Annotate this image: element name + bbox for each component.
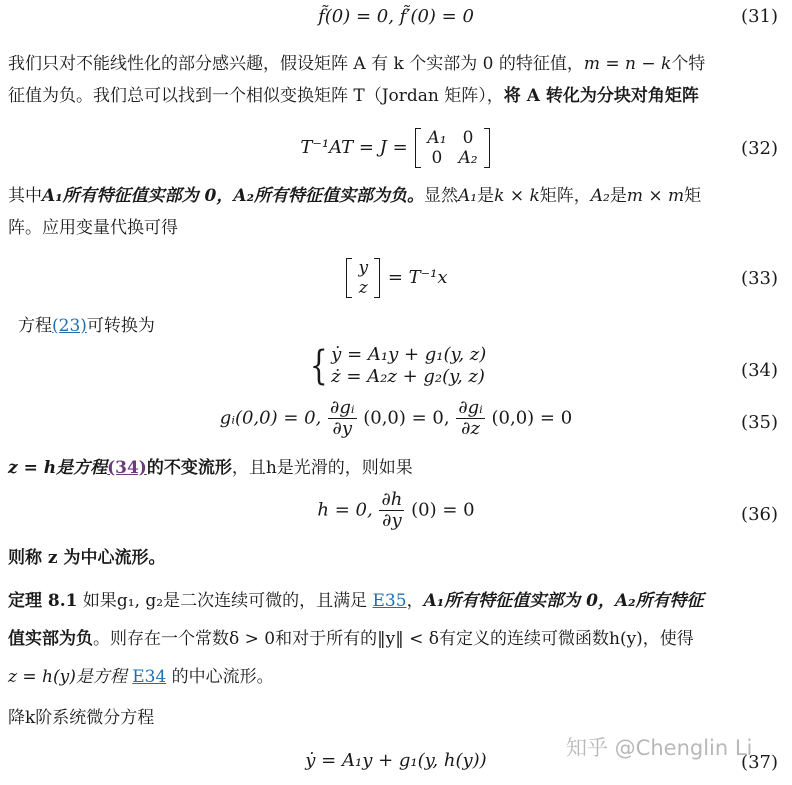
left-brace: {	[309, 343, 328, 389]
vector-z: z	[358, 278, 368, 298]
paragraph-invariant-manifold	[8, 452, 778, 484]
ref-e35-link[interactable]: E35	[372, 591, 407, 611]
p2-start: 其中	[8, 186, 42, 206]
p4-bold-start: z = h是方程	[8, 458, 108, 478]
fraction-dgi-dy	[328, 398, 356, 439]
p2-mat-b: 矩	[684, 186, 702, 206]
paragraph-eigen-intro	[8, 48, 778, 112]
frac2-den: ∂z	[461, 418, 480, 439]
equation-36-part2: (0) = 0	[411, 499, 475, 521]
fraction-dgi-dz	[456, 398, 484, 439]
paragraph-reduced-order	[8, 702, 778, 734]
p2-mm: m × m	[626, 186, 685, 206]
equation-33	[0, 258, 792, 298]
frac1-den: ∂y	[332, 418, 353, 439]
equation-34-line2: ż = A₂z + g₂(y, z)	[331, 366, 485, 387]
vector-yz	[346, 258, 380, 298]
p4-rest: ，且h是光滑的，则如果	[231, 458, 413, 478]
p1-line2: 征值为负。我们总可以找到一个相似变换矩阵 T（Jordan 矩阵），	[8, 86, 504, 106]
equation-32-number: (32)	[741, 138, 778, 159]
equation-37-number: (37)	[741, 752, 778, 773]
theorem-l1a: 如果g₁, g₂是二次连续可微的，且满足	[77, 591, 373, 611]
p2-line2: 阵。应用变量代换可得	[8, 218, 178, 238]
equation-34-system	[306, 344, 487, 388]
theorem-bold2: 值实部为负	[8, 629, 93, 649]
equation-35-number: (35)	[741, 412, 778, 433]
fraction-dh-dy	[379, 490, 404, 531]
zhihu-watermark: 知乎 @Chenglin Li	[566, 736, 753, 760]
equation-34-line1: ẏ = A₁y + g₁(y, z)	[331, 344, 487, 365]
ref-e34-link[interactable]: E34	[132, 667, 167, 687]
equation-32	[0, 128, 792, 168]
theorem-l3a: z = h(y)是方程	[8, 667, 133, 687]
frac2-num: ∂gᵢ	[458, 397, 483, 418]
p2-is2: 是	[609, 186, 627, 206]
theorem-l1b: ，	[406, 591, 424, 611]
vector-y: y	[358, 258, 369, 278]
p5-bold: 则称 z 为中心流形。	[8, 548, 166, 568]
paragraph-block-properties	[8, 180, 778, 244]
p2-bold1: A₁所有特征值实部为 0，A₂所有特征值实部为负。	[42, 186, 425, 206]
p3-start: 方程	[18, 316, 52, 336]
ref-eq23-link[interactable]: (23)	[52, 316, 87, 336]
equation-31-number: (31)	[741, 6, 778, 27]
ref-eq34-link[interactable]: (34)	[107, 458, 147, 478]
p2-mid: 显然	[424, 186, 459, 206]
equation-36-number: (36)	[741, 504, 778, 525]
p2-a1: A₁	[458, 186, 478, 206]
frac-h-num: ∂h	[381, 489, 403, 510]
theorem-l2: 。则存在一个常数δ > 0和对于所有的‖y‖ < δ有定义的连续可微函数h(y)，使得	[93, 629, 694, 649]
p2-is: 是	[477, 186, 495, 206]
equation-35-part3: (0,0) = 0	[491, 407, 573, 429]
equation-35	[0, 398, 792, 439]
p7-text: 降k阶系统微分方程	[8, 708, 155, 728]
equation-32-lhs: T⁻¹AT = J =	[300, 137, 408, 158]
equation-31	[0, 6, 792, 27]
block-matrix-j	[415, 128, 489, 168]
matrix-a22: A₂	[458, 148, 478, 168]
p2-kk: k × k	[494, 186, 540, 206]
matrix-a11: A₁	[427, 128, 447, 148]
p4-bold-end: 的不变流形	[146, 458, 232, 478]
p1-m-expr: m = n − k	[583, 54, 672, 74]
p2-mat-a: 矩阵，	[539, 186, 591, 206]
p1-line2-bold: 将 A 转化为分块对角矩阵	[503, 86, 699, 106]
matrix-a12: 0	[462, 128, 474, 148]
theorem-l3b: 的中心流形。	[166, 667, 274, 687]
equation-34	[0, 344, 792, 388]
paragraph-transform	[18, 310, 788, 342]
equation-37-body: ẏ = A₁y + g₁(y, h(y))	[305, 750, 487, 771]
frac1-num: ∂gᵢ	[330, 397, 355, 418]
equation-36	[0, 490, 792, 531]
equation-35-part1: gᵢ(0,0) = 0,	[219, 407, 322, 429]
p1-line1: 我们只对不能线性化的部分感兴趣，假设矩阵 A 有 k 个实部为 0 的特征值，	[8, 54, 584, 74]
matrix-a21: 0	[431, 148, 443, 168]
equation-33-number: (33)	[741, 268, 778, 289]
frac-h-den: ∂y	[382, 510, 402, 531]
p3-end: 可转换为	[86, 316, 155, 336]
p2-a2: A₂	[590, 186, 610, 206]
p1-line1-end: 个特	[671, 54, 706, 74]
theorem-8-1	[8, 582, 778, 696]
equation-36-part1: h = 0,	[317, 499, 373, 521]
equation-33-rhs: = T⁻¹x	[387, 267, 448, 288]
equation-35-part2: (0,0) = 0,	[363, 407, 450, 429]
paragraph-center-manifold-def	[8, 542, 778, 574]
equation-34-number: (34)	[741, 360, 778, 381]
theorem-bold1: A₁所有特征值实部为 0，A₂所有特征	[423, 591, 704, 611]
theorem-title: 定理 8.1	[8, 591, 78, 611]
equation-31-body: f̃(0) = 0, f̃′(0) = 0	[318, 6, 474, 27]
